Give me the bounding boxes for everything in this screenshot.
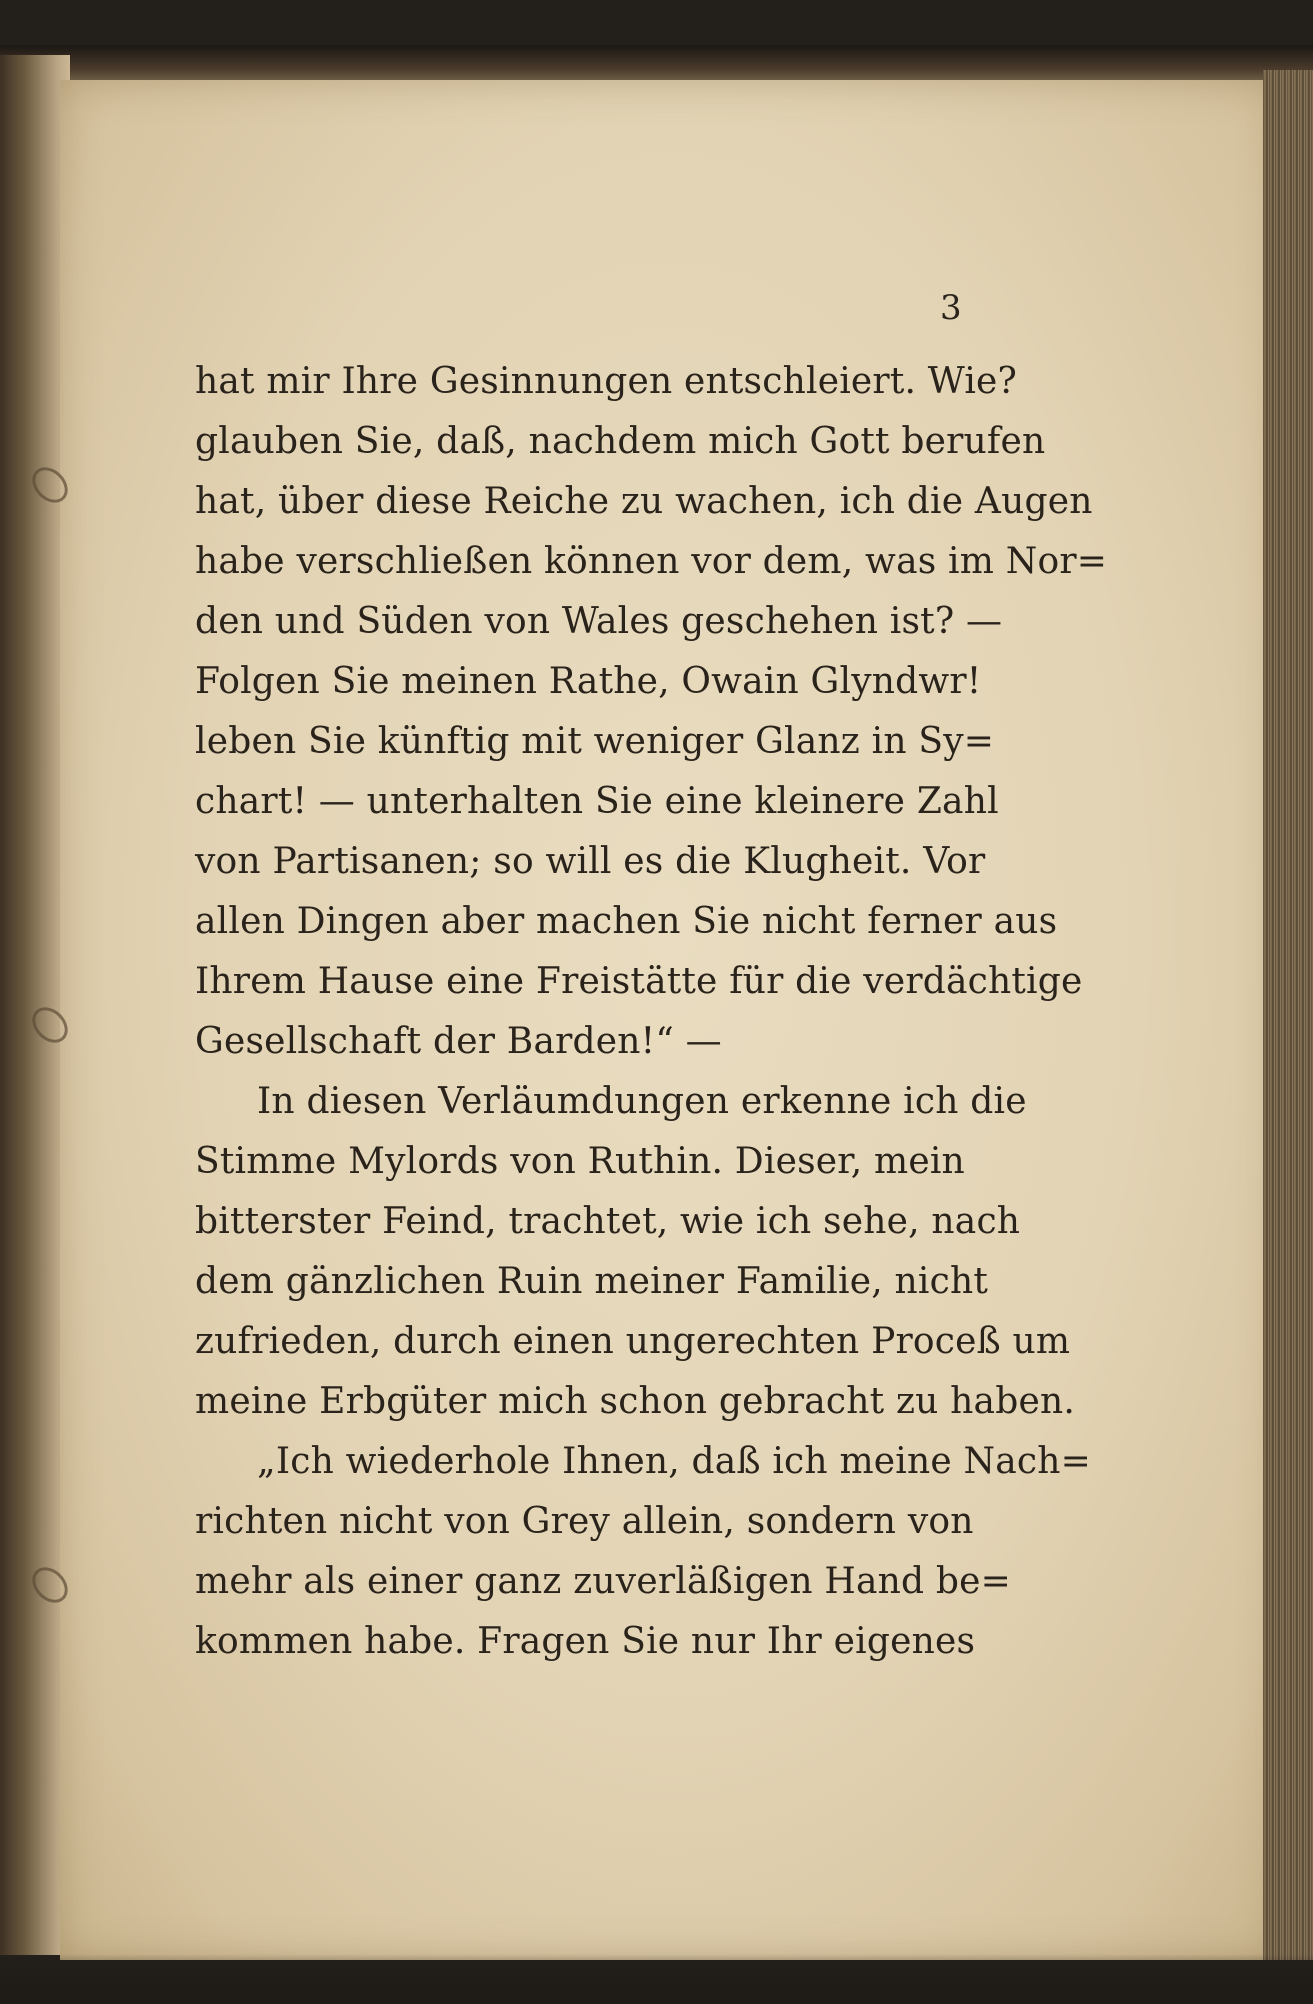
text-line: Folgen Sie meinen Rathe, Owain Glyndwr! [195,661,982,702]
text-line: von Partisanen; so will es die Klugheit. Vor [195,841,986,882]
text-line: „Ich wiederhole Ihnen, daß ich meine Nach= [257,1441,1092,1482]
text-line: chart! — unterhalten Sie eine kleinere Zahl [195,781,999,822]
page-text [195,352,1108,1672]
text-line: mehr als einer ganz zuverläßigen Hand be= [195,1561,1012,1602]
text-line: dem gänzlichen Ruin meiner Familie, nicht [195,1261,989,1302]
text-line: In diesen Verläumdungen erkenne ich die [257,1081,1027,1122]
text-line: bitterster Feind, trachtet, wie ich sehe, nach [195,1201,1021,1242]
text-line: hat mir Ihre Gesinnungen entschleiert. Wie? [195,361,1018,402]
text-line: Stimme Mylords von Ruthin. Dieser, mein [195,1141,965,1182]
text-line: hat, über diese Reiche zu wachen, ich die Augen [195,481,1093,522]
page-number: 3 [940,288,962,328]
book-binding-top [0,45,1313,85]
text-line: habe verschließen können vor dem, was im Nor= [195,541,1108,582]
bottom-shadow [0,1954,1313,2004]
text-line: zufrieden, durch einen ungerechten Proceß um [195,1321,1071,1362]
text-line: richten nicht von Grey allein, sondern von [195,1501,974,1542]
page-stack-edge [1263,70,1313,1960]
text-line: leben Sie künftig mit weniger Glanz in Sy= [195,721,995,762]
text-line: Ihrem Hause eine Freistätte für die verdächtige [195,961,1083,1002]
text-line: glauben Sie, daß, nachdem mich Gott berufen [195,421,1046,462]
text-line: den und Süden von Wales geschehen ist? — [195,601,1003,642]
text-line: kommen habe. Fragen Sie nur Ihr eigenes [195,1621,976,1662]
text-line: allen Dingen aber machen Sie nicht ferner aus [195,901,1058,942]
text-line: meine Erbgüter mich schon gebracht zu haben. [195,1381,1075,1422]
text-line: Gesellschaft der Barden!“ — [195,1021,722,1062]
